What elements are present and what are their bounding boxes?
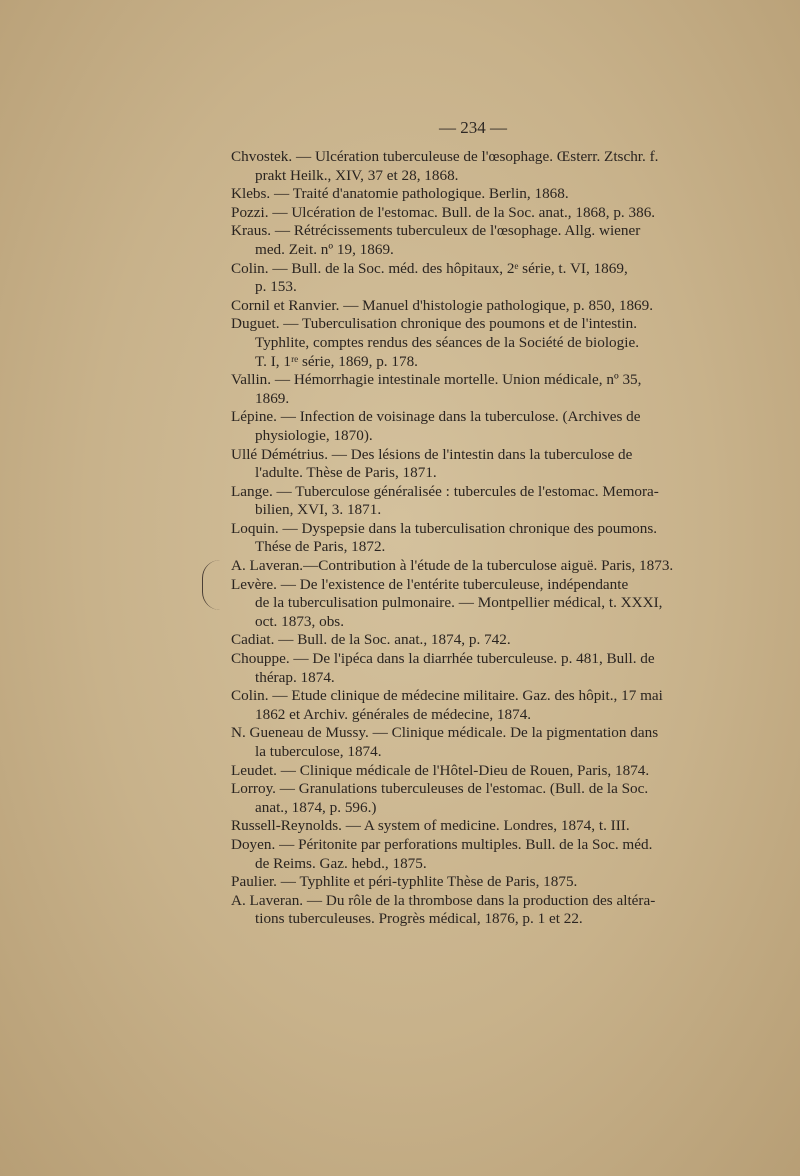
reference-first-line: A. Laveran. — Du rôle de la thrombose dans la production des altéra- xyxy=(231,891,656,909)
reference-first-line: Loquin. — Dyspepsie dans la tuberculisation chronique des poumons. xyxy=(231,519,658,537)
reference-first-line: Lange. — Tuberculose généralisée : tubercules de l'estomac. Memora- xyxy=(231,482,659,500)
reference-entry xyxy=(231,446,726,483)
reference-first-line: Colin. — Etude clinique de médecine militaire. Gaz. des hôpit., 17 mai xyxy=(231,687,663,705)
reference-continuation-line: 1869. xyxy=(255,389,290,407)
reference-continuation-line: prakt Heilk., XIV, 37 et 28, 1868. xyxy=(255,166,459,184)
handwritten-bracket-mark xyxy=(202,560,233,610)
reference-continuation-line: l'adulte. Thèse de Paris, 1871. xyxy=(255,464,437,482)
reference-continuation-line: T. I, 1ʳᵉ série, 1869, p. 178. xyxy=(255,352,418,370)
reference-continuation-line: oct. 1873, obs. xyxy=(255,612,345,630)
reference-first-line: Russell-Reynolds. — A system of medicine. Londres, 1874, t. III. xyxy=(231,817,630,835)
page-number: — 234 — xyxy=(439,118,507,137)
reference-first-line: A. Laveran.—Contribution à l'étude de la tuberculose aiguë. Paris, 1873. xyxy=(231,557,674,575)
reference-entry xyxy=(231,576,726,632)
reference-entry xyxy=(231,148,726,185)
reference-first-line: Pozzi. — Ulcération de l'estomac. Bull. de la Soc. anat., 1868, p. 386. xyxy=(231,203,656,221)
reference-entry xyxy=(231,371,726,408)
reference-entry xyxy=(231,631,726,650)
reference-entry xyxy=(231,557,726,576)
reference-first-line: Lépine. — Infection de voisinage dans la tuberculose. (Archives de xyxy=(231,408,641,426)
reference-first-line: Kraus. — Rétrécissements tuberculeux de l'œsophage. Allg. wiener xyxy=(231,222,641,240)
reference-first-line: Vallin. — Hémorrhagie intestinale mortelle. Union médicale, nº 35, xyxy=(231,371,642,389)
reference-continuation-line: anat., 1874, p. 596.) xyxy=(255,798,377,816)
reference-entry xyxy=(231,836,726,873)
reference-first-line: Ullé Démétrius. — Des lésions de l'intestin dans la tuberculose de xyxy=(231,445,633,463)
reference-entry xyxy=(231,260,726,297)
reference-entry xyxy=(231,408,726,445)
reference-first-line: Doyen. — Péritonite par perforations multiples. Bull. de la Soc. méd. xyxy=(231,835,653,853)
reference-first-line: Lorroy. — Granulations tuberculeuses de l'estomac. (Bull. de la Soc. xyxy=(231,780,649,798)
reference-entry xyxy=(231,724,726,761)
reference-entry xyxy=(231,204,726,223)
reference-first-line: Colin. — Bull. de la Soc. méd. des hôpitaux, 2ᵉ série, t. VI, 1869, xyxy=(231,259,628,277)
reference-first-line: Chvostek. — Ulcération tuberculeuse de l'œsophage. Œsterr. Ztschr. f. xyxy=(231,148,659,165)
reference-first-line: Chouppe. — De l'ipéca dans la diarrhée tuberculeuse. p. 481, Bull. de xyxy=(231,650,655,668)
reference-entry xyxy=(231,185,726,204)
reference-entry xyxy=(231,520,726,557)
reference-continuation-line: med. Zeit. nº 19, 1869. xyxy=(255,240,394,258)
reference-entry xyxy=(231,762,726,781)
reference-entry xyxy=(231,650,726,687)
reference-first-line: Paulier. — Typhlite et péri-typhlite Thèse de Paris, 1875. xyxy=(231,873,578,891)
reference-entry xyxy=(231,483,726,520)
reference-continuation-line: de Reims. Gaz. hebd., 1875. xyxy=(255,854,427,872)
reference-continuation-line: tions tuberculeuses. Progrès médical, 1876, p. 1 et 22. xyxy=(255,910,583,928)
reference-continuation-line: de la tuberculisation pulmonaire. — Montpellier médical, t. XXXI, xyxy=(255,594,663,612)
reference-continuation-line: physiologie, 1870). xyxy=(255,426,373,444)
reference-entry xyxy=(231,817,726,836)
reference-continuation-line: p. 153. xyxy=(255,278,297,296)
reference-first-line: Leudet. — Clinique médicale de l'Hôtel-Dieu de Rouen, Paris, 1874. xyxy=(231,761,650,779)
reference-first-line: Levère. — De l'existence de l'entérite tuberculeuse, indépendante xyxy=(231,575,629,593)
reference-entry xyxy=(231,892,726,929)
bibliography-list xyxy=(231,148,726,929)
reference-continuation-line: la tuberculose, 1874. xyxy=(255,743,382,760)
reference-continuation-line: Thése de Paris, 1872. xyxy=(255,538,386,556)
reference-first-line: N. Gueneau de Mussy. — Clinique médicale. De la pigmentation dans xyxy=(231,724,659,742)
reference-entry xyxy=(231,687,726,724)
reference-first-line: Klebs. — Traité d'anatomie pathologique. Berlin, 1868. xyxy=(231,185,569,203)
reference-continuation-line: bilien, XVI, 3. 1871. xyxy=(255,501,382,519)
reference-continuation-line: thérap. 1874. xyxy=(255,668,335,686)
reference-entry xyxy=(231,222,726,259)
reference-entry xyxy=(231,873,726,892)
reference-continuation-line: 1862 et Archiv. générales de médecine, 1874. xyxy=(255,705,532,723)
reference-first-line: Duguet. — Tuberculisation chronique des poumons et de l'intestin. xyxy=(231,315,638,333)
reference-entry xyxy=(231,297,726,316)
reference-entry xyxy=(231,315,726,371)
reference-entry xyxy=(231,780,726,817)
reference-continuation-line: Typhlite, comptes rendus des séances de la Société de biologie. xyxy=(255,333,639,351)
reference-first-line: Cornil et Ranvier. — Manuel d'histologie pathologique, p. 850, 1869. xyxy=(231,296,654,314)
reference-first-line: Cadiat. — Bull. de la Soc. anat., 1874, p. 742. xyxy=(231,631,511,649)
